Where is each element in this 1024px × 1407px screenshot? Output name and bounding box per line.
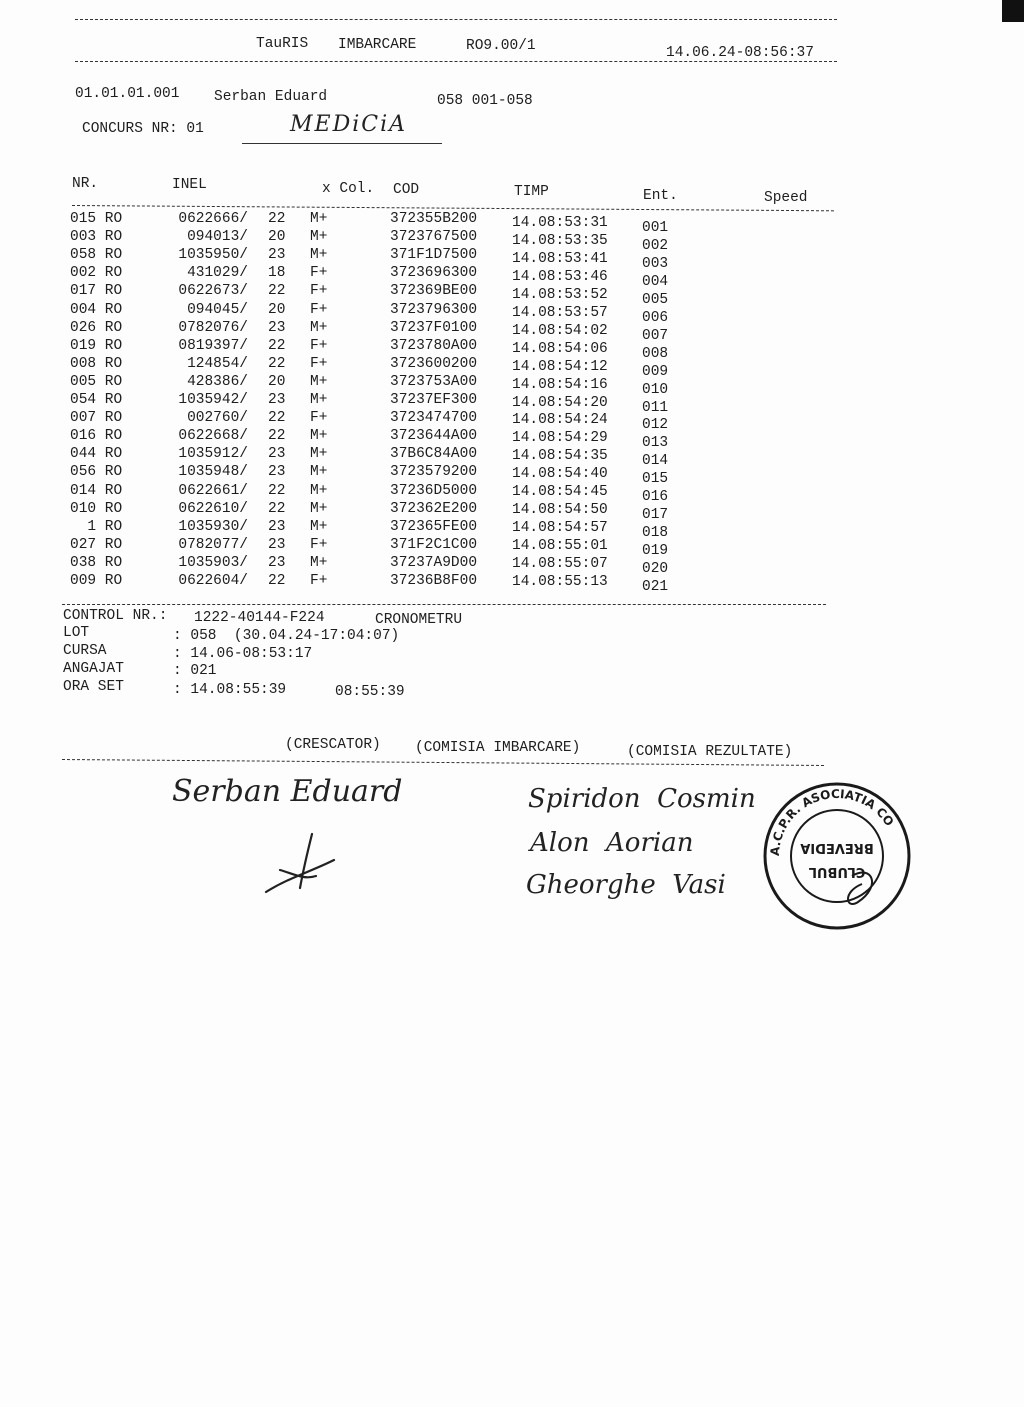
row-cod: 37237A9D00 [390,554,478,571]
row-age: 22 [268,500,286,517]
row-cod: 371F2C1C00 [390,536,478,553]
row-inel: 0622673/ [178,283,248,300]
row-sex: M+ [310,446,328,463]
row-nr: 010 RO [70,500,123,517]
row-inel: 0622661/ [178,482,248,499]
table-row [62,355,762,380]
row-cod: 37B6C84A00 [390,446,478,463]
table-row [62,392,762,416]
row-nr: 044 RO [70,446,123,463]
row-age: 22 [268,410,286,427]
row-ent: 012 [642,417,669,434]
row-cod: 3723644A00 [390,428,478,445]
row-inel: 0622610/ [178,500,248,517]
table-row [62,283,762,308]
row-age: 22 [268,211,286,227]
row-inel: 0782076/ [178,319,248,336]
row-nr: 019 RO [70,337,123,354]
row-inel: 1035930/ [178,518,248,535]
table-row [62,247,762,272]
stamp-ring-text: A.C.P.R. ASOCIATIA CO [767,786,897,857]
row-time: 14.08:53:57 [512,304,608,321]
row-nr: 017 RO [70,283,123,300]
row-nr: 026 RO [70,319,123,336]
lot-value: : 058 (30.04.24-17:04:07) [173,628,400,644]
row-age: 22 [268,482,286,499]
table-row [62,482,762,506]
row-cod: 37236B8F00 [390,573,478,589]
row-ent: 004 [642,273,669,290]
row-time: 14.08:54:06 [512,340,608,357]
row-age: 20 [268,301,286,318]
col-speed: Speed [764,190,808,206]
row-time: 14.08:54:40 [512,466,608,483]
row-nr: 002 RO [70,265,123,282]
row-sex: F+ [310,410,328,427]
row-cod: 372369BE00 [390,283,478,300]
row-inel: 002760/ [187,410,248,427]
row-cod: 3723780A00 [390,337,478,354]
row-nr: 005 RO [70,373,123,390]
col-timp: TIMP [514,184,549,200]
sign-comisia-imbarcare: (COMISIA IMBARCARE) [415,740,581,756]
handwritten-signer-name: Serban Eduard [172,774,403,809]
table-row [62,554,762,578]
row-age: 23 [268,464,286,481]
row-age: 18 [268,265,286,282]
row-time: 14.08:54:24 [512,412,608,429]
row-sex: M+ [310,211,328,227]
row-ent: 002 [642,237,669,254]
row-cod: 3723753A00 [390,373,478,390]
owner-range: 058 001-058 [437,93,533,109]
row-sex: F+ [310,337,328,354]
row-age: 22 [268,573,286,589]
row-time: 14.08:54:35 [512,448,608,465]
row-time: 14.08:54:50 [512,502,608,519]
row-sex: F+ [310,265,328,282]
row-ent: 007 [642,327,669,344]
row-inel: 0622604/ [178,573,248,589]
row-inel: 0622666/ [178,211,248,227]
table-row [62,518,762,542]
control-device: CRONOMETRU [375,612,463,628]
row-time: 14.08:54:02 [512,322,608,339]
row-nr: 009 RO [70,573,123,589]
col-col: x Col. [322,181,375,197]
row-ent: 003 [642,255,669,272]
ora-set-extra: 08:55:39 [335,684,405,700]
row-sex: F+ [310,355,328,372]
header-rule [75,61,837,62]
table-row [62,337,762,362]
row-ent: 014 [642,453,669,470]
row-inel: 094045/ [187,301,248,318]
angajat-value: : 021 [173,663,217,679]
row-cod: 37237EF300 [390,392,478,408]
scan-corner-mark [1002,0,1024,22]
row-ent: 006 [642,309,669,326]
row-cod: 37237F0100 [390,319,478,336]
stamp-center-top: BREVEDIA [800,840,874,855]
association-stamp [762,776,912,936]
row-cod: 372362E200 [390,500,478,517]
row-ent: 018 [642,525,669,542]
row-nr: 007 RO [70,410,123,427]
row-ent: 009 [642,363,669,380]
row-nr: 008 RO [70,355,123,372]
row-sex: F+ [310,283,328,300]
row-nr: 003 RO [70,229,123,246]
row-ent: 021 [642,579,669,595]
row-inel: 0782077/ [178,536,248,553]
row-cod: 372365FE00 [390,518,478,535]
row-age: 20 [268,373,286,390]
row-sex: M+ [310,518,328,535]
row-cod: 3723696300 [390,265,478,282]
row-ent: 005 [642,291,669,308]
row-ent: 017 [642,507,669,524]
row-ent: 015 [642,471,669,488]
row-time: 14.08:53:41 [512,250,608,267]
row-age: 22 [268,283,286,300]
table-row [62,229,762,254]
row-inel: 0622668/ [178,428,248,445]
row-sex: M+ [310,482,328,499]
table-row [62,536,762,560]
concurs-handwritten: MEDiCiA [290,112,408,137]
row-sex: M+ [310,464,328,481]
table-row [62,464,762,488]
ora-set-label: ORA SET [63,679,124,695]
row-nr: 016 RO [70,428,123,445]
handwritten-commission-line-1: Spiridon Cosmin [528,784,756,814]
row-nr: 014 RO [70,482,123,499]
row-time: 14.08:55:01 [512,538,608,555]
concurs-underline [242,143,442,144]
row-cod: 371F1D7500 [390,247,478,264]
concurs-label: CONCURS NR: 01 [82,121,204,137]
row-age: 23 [268,392,286,408]
row-age: 22 [268,428,286,445]
lot-label: LOT [63,625,90,641]
row-time: 14.08:54:29 [512,430,608,447]
stamp-center-bottom: CLUBUL [808,864,866,879]
system-name: TauRIS [256,36,309,52]
row-sex: M+ [310,247,328,264]
row-cod: 37236D5000 [390,482,478,499]
row-age: 22 [268,337,286,354]
row-time: 14.08:54:45 [512,484,608,501]
row-cod: 3723767500 [390,229,478,246]
row-inel: 1035950/ [178,247,248,264]
sign-comisia-rezultate: (COMISIA REZULTATE) [627,744,793,760]
row-sex: M+ [310,373,328,390]
row-cod: 372355B200 [390,211,478,227]
handwritten-commission-line-3: Gheorghe Vasi [526,870,726,900]
col-cod: COD [393,182,420,198]
row-ent: 011 [642,399,669,416]
row-nr: 1 RO [70,518,123,535]
row-age: 23 [268,518,286,535]
row-inel: 1035942/ [178,392,248,408]
row-time: 14.08:53:46 [512,268,608,285]
row-time: 14.08:55:07 [512,556,608,573]
row-cod: 3723796300 [390,301,478,318]
operation-name: IMBARCARE [338,37,417,53]
table-row [62,211,762,236]
version: RO9.00/1 [466,38,536,54]
row-time: 14.08:54:12 [512,358,608,375]
row-age: 23 [268,536,286,553]
handwritten-commission-line-2: Alon Aorian [530,828,694,858]
row-nr: 027 RO [70,536,123,553]
control-nr-label: CONTROL NR.: [63,608,168,624]
row-time: 14.08:54:16 [512,376,608,393]
row-cod: 3723474700 [390,410,478,427]
row-age: 20 [268,229,286,246]
row-inel: 431029/ [187,265,248,282]
row-nr: 056 RO [70,464,123,481]
row-sex: M+ [310,500,328,517]
print-datetime: 14.06.24-08:56:37 [666,45,814,61]
row-inel: 094013/ [187,229,248,246]
row-sex: F+ [310,301,328,318]
row-age: 23 [268,247,286,264]
row-sex: M+ [310,392,328,408]
row-ent: 013 [642,435,669,452]
row-age: 22 [268,355,286,372]
cursa-label: CURSA [63,643,107,659]
row-time: 14.08:55:13 [512,574,608,590]
row-age: 23 [268,319,286,336]
row-sex: M+ [310,554,328,571]
row-ent: 010 [642,381,669,398]
row-inel: 0819397/ [178,337,248,354]
row-sex: F+ [310,573,328,589]
table-row [62,319,762,344]
row-inel: 1035948/ [178,464,248,481]
row-sex: M+ [310,428,328,445]
table-row [62,446,762,470]
owner-name: Serban Eduard [214,89,328,105]
col-inel: INEL [172,177,207,193]
row-inel: 1035912/ [178,446,248,463]
owner-code: 01.01.01.001 [75,86,180,102]
row-age: 23 [268,446,286,463]
row-nr: 015 RO [70,211,123,227]
ora-set-value: : 14.08:55:39 [173,682,287,698]
table-row [62,500,762,524]
table-row [62,301,762,326]
col-ent: Ent. [643,188,678,204]
row-nr: 004 RO [70,301,123,318]
row-ent: 019 [642,543,669,560]
row-sex: F+ [310,536,328,553]
row-time: 14.08:53:35 [512,232,608,249]
table-row [62,373,762,398]
signature-scribble [260,830,340,900]
table-row [62,573,762,595]
table-row [62,265,762,290]
table-end-rule [62,604,826,605]
row-ent: 016 [642,489,669,506]
row-ent: 008 [642,345,669,362]
row-sex: M+ [310,229,328,246]
angajat-label: ANGAJAT [63,661,124,677]
row-nr: 058 RO [70,247,123,264]
table-row [62,410,762,434]
table-row [62,428,762,452]
row-time: 14.08:53:31 [512,215,608,231]
row-time: 14.08:53:52 [512,286,608,303]
cursa-value: : 14.06-08:53:17 [173,646,313,662]
row-ent: 001 [642,220,669,236]
row-sex: M+ [310,319,328,336]
sign-crescator: (CRESCATOR) [285,737,381,753]
row-nr: 054 RO [70,392,123,408]
row-inel: 428386/ [187,373,248,390]
signature-rule [62,759,824,766]
row-inel: 124854/ [187,355,248,372]
top-rule [75,19,837,20]
control-nr-value: 1222-40144-F224 [194,610,325,626]
row-cod: 3723600200 [390,355,478,372]
row-time: 14.08:54:20 [512,394,608,411]
row-nr: 038 RO [70,554,123,571]
row-cod: 3723579200 [390,464,478,481]
row-ent: 020 [642,561,669,578]
col-nr: NR. [72,176,99,192]
row-time: 14.08:54:57 [512,520,608,537]
row-inel: 1035903/ [178,554,248,571]
row-age: 23 [268,554,286,571]
